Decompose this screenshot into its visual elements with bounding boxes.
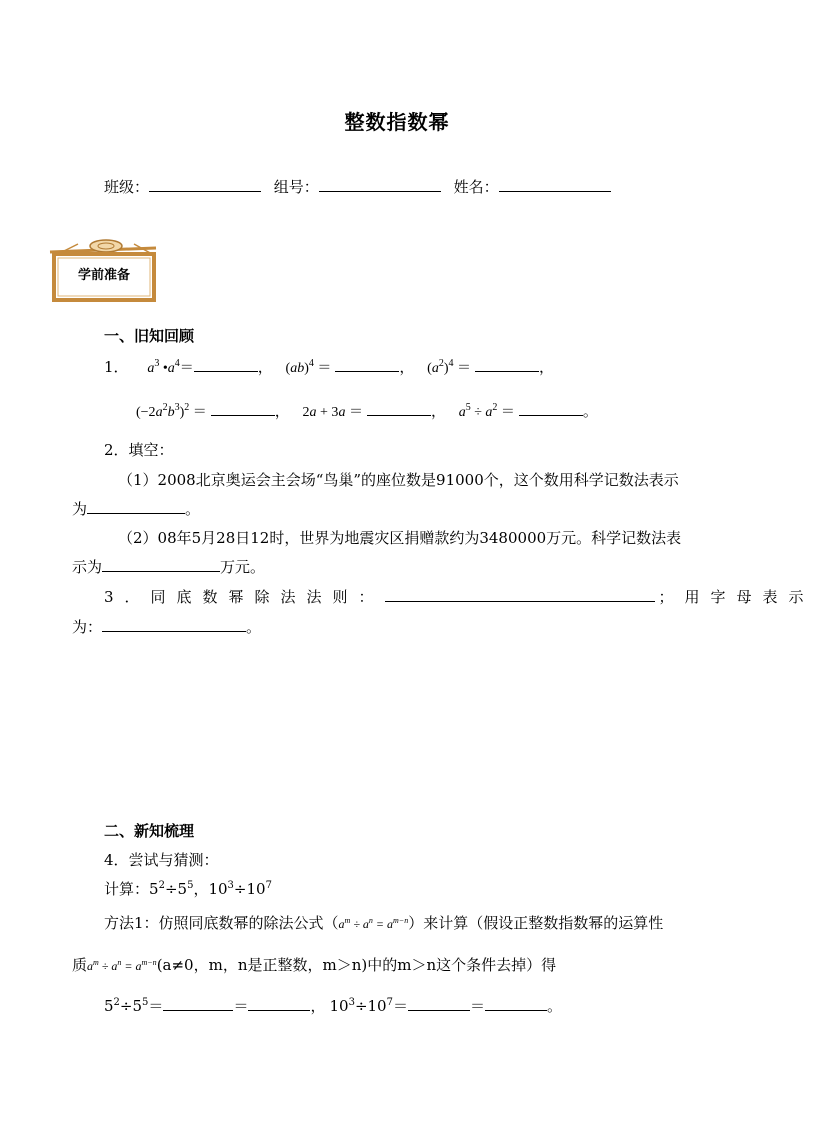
q2-1-answer-line (72, 498, 200, 519)
q3-line2 (72, 616, 261, 637)
division-formula: $a^m \div a^n = a^{m-n}$ (87, 958, 157, 973)
class-blank[interactable] (149, 176, 261, 192)
method-text-a: 方法1：仿照同底数幂的除法公式（ (104, 914, 339, 932)
q1-line2 (136, 400, 598, 421)
q1-number: 1． (104, 358, 129, 376)
sign-label: 学前准备 (77, 268, 130, 283)
expr-5: $5^2\div 5^5$ (104, 997, 149, 1015)
section-sign (48, 234, 160, 304)
q2-2-blank[interactable] (102, 556, 220, 572)
method-text-c: 质 (72, 956, 88, 974)
student-info-line (104, 176, 611, 197)
period: 。 (582, 402, 598, 420)
section2-heading: 二、新知梳理 (104, 822, 195, 840)
name-label: 姓名： (453, 178, 499, 196)
answer-blank-3[interactable] (408, 995, 470, 1011)
q1-blank-e[interactable] (367, 400, 431, 416)
q1-blank-a[interactable] (194, 356, 258, 372)
q3-letter-prefix: 为： (72, 618, 103, 636)
q2-2-suffix: 万元。 (220, 558, 266, 576)
answer-blank-1[interactable] (163, 995, 233, 1011)
method-line1 (104, 912, 663, 933)
q1-expr-e: 2a + 3a ＝ (302, 405, 363, 420)
separator: ， (539, 358, 555, 376)
division-formula: $a^m \div a^n = a^{m-n}$ (338, 916, 409, 931)
equals: ＝ (233, 997, 249, 1015)
q3-suffix: ；用字母表示 (658, 588, 815, 606)
q2-2-prefix: 示为 (72, 558, 103, 576)
q3-letter-blank[interactable] (102, 616, 246, 632)
answer-blank-4[interactable] (485, 995, 547, 1011)
q3-rule-blank[interactable] (385, 586, 655, 602)
q4-heading: 4．尝试与猜测： (104, 851, 219, 869)
period: 。 (185, 500, 201, 518)
q1-blank-c[interactable] (475, 356, 539, 372)
period: 。 (547, 997, 563, 1015)
q2-1-blank[interactable] (87, 498, 185, 514)
group-label: 组号： (273, 178, 319, 196)
q2-heading: 2．填空： (104, 441, 174, 459)
equals: ＝ (148, 997, 164, 1015)
q1-line1 (104, 356, 554, 377)
q1-blank-f[interactable] (519, 400, 583, 416)
section1-heading: 一、旧知回顾 (104, 327, 195, 345)
page-title: 整数指数幂 (344, 110, 450, 134)
method-text-b: ）来计算（假设正整数指数幂的运算性 (408, 914, 664, 932)
period: 。 (246, 618, 262, 636)
answer-line (104, 995, 562, 1016)
q2-2-text: （2）08年5月28日12时，世界为地震灾区捐赠款约为3480000万元。科学记数法表 (118, 529, 682, 547)
expr-10: $10^3\div 10^7$ (329, 997, 393, 1015)
separator: ， (257, 358, 273, 376)
q3-line1 (104, 586, 815, 607)
q1-blank-d[interactable] (211, 400, 275, 416)
class-label: 班级： (104, 178, 150, 196)
q1-expr-f: $a^5 \div a^2$ ＝ (458, 402, 515, 420)
calc-label: 计算： (104, 880, 150, 898)
calc-line (104, 878, 272, 899)
q3-prefix: 3．同底数幂除法法则： (104, 588, 385, 606)
q2-1-prefix: 为 (72, 500, 88, 518)
q1-expr-b: (ab)$^4$ ＝ (285, 358, 332, 376)
answer-blank-2[interactable] (248, 995, 310, 1011)
q2-1-text: （1）2008北京奥运会主会场“鸟巢”的座位数是91000个，这个数用科学记数法表示 (118, 471, 679, 489)
separator: ， (310, 997, 326, 1015)
q1-expr-d: $(-2a^2b^3)^2$ ＝ (136, 402, 207, 420)
name-blank[interactable] (499, 176, 611, 192)
equals: ＝ (469, 997, 485, 1015)
group-blank[interactable] (319, 176, 441, 192)
q1-expr-a: $a^3$ $•a^4=$ (147, 358, 194, 376)
calc-expressions: $5^2\div 5^5$，$10^3\div 10^7$ (149, 880, 272, 898)
q1-expr-c: $(a^2)^4$ ＝ (427, 358, 472, 376)
method-line2 (72, 954, 556, 975)
separator: ， (274, 402, 290, 420)
method-text-d: (a≠0，m，n是正整数，m＞n)中的m＞n这个条件去掉）得 (156, 956, 557, 974)
q2-2-answer-line (72, 556, 265, 577)
separator: ， (399, 358, 415, 376)
separator: ， (430, 402, 446, 420)
q1-blank-b[interactable] (335, 356, 399, 372)
equals: ＝ (392, 997, 408, 1015)
